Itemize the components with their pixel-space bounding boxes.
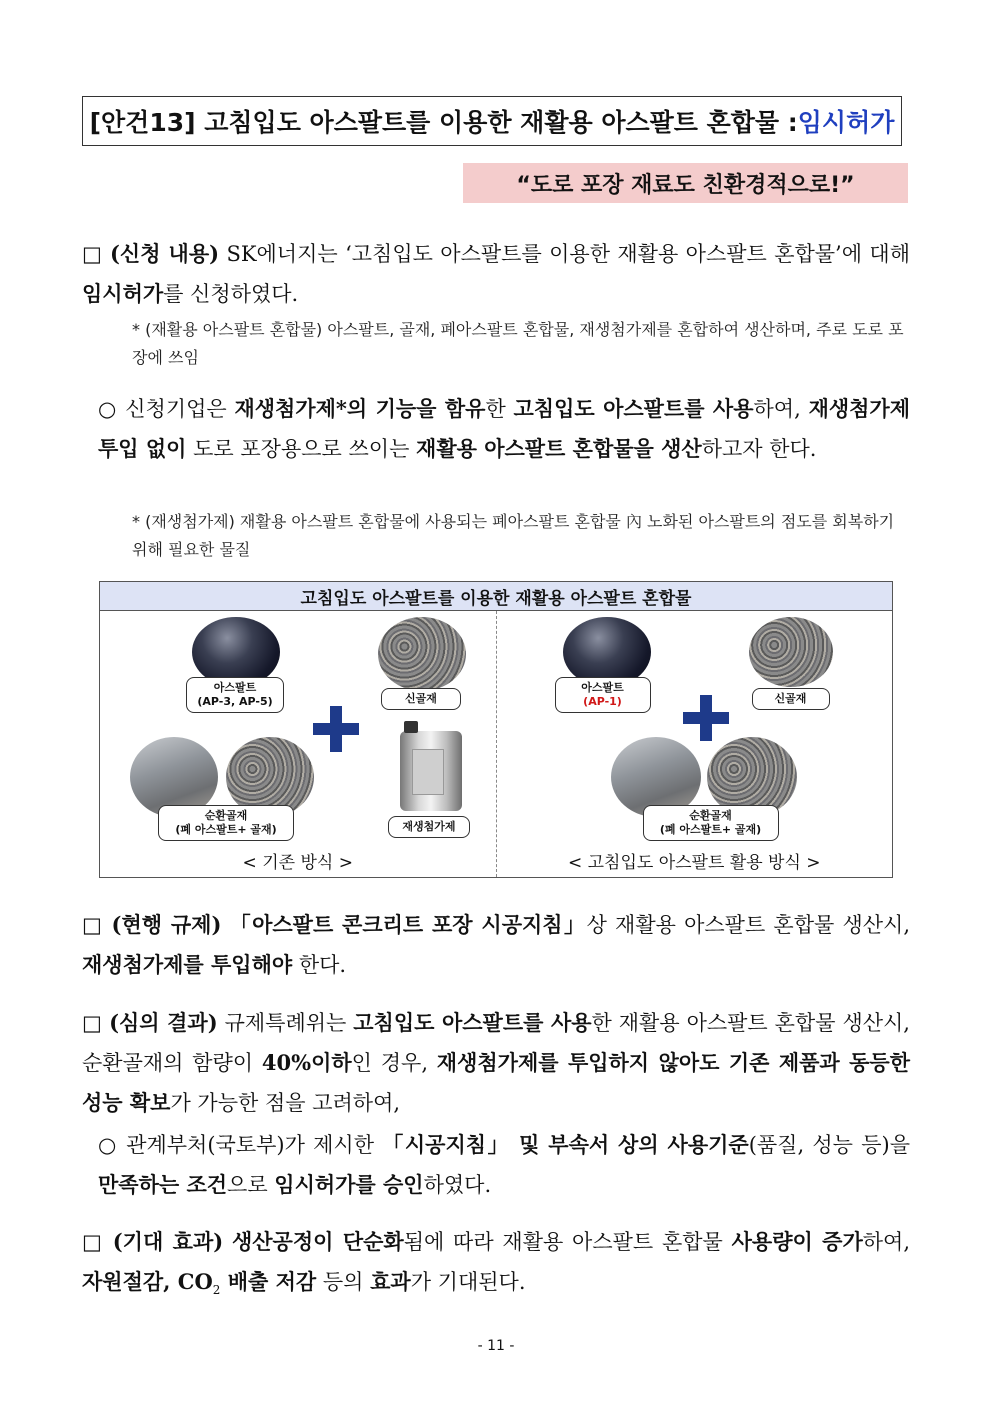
agenda-title-text: [안건13] 고침입도 아스팔트를 이용한 재활용 아스팔트 혼합물 :: [89, 108, 798, 137]
text: 상 재활용 아스팔트 혼합물 생산시,: [586, 913, 910, 937]
bullet-applicant: [98, 389, 910, 469]
text: 한다.: [292, 953, 347, 977]
bold-text: 임시허가: [82, 281, 164, 306]
text: 관계부처(국토부)가 제시한: [126, 1133, 383, 1157]
box-mark: □: [82, 242, 103, 266]
bold-text: 만족하는 조건: [98, 1172, 228, 1197]
bold-text: 「아스팔트 콘크리트 포장 시공지침」: [229, 912, 587, 937]
section-application: [82, 234, 910, 314]
left-caption: < 기존 방식 >: [242, 853, 353, 873]
bold-text: 효과: [370, 1269, 411, 1294]
text: 가 가능한 점을 고려하여,: [170, 1091, 401, 1115]
section-review-result: [82, 1003, 910, 1123]
recycled-aggregate-label: [158, 805, 294, 841]
circle-mark: ○: [98, 397, 118, 421]
text: 가 기대된다.: [410, 1270, 526, 1294]
comparison-figure: [99, 581, 893, 878]
text: 한: [485, 397, 514, 421]
section-expected-effect: [82, 1222, 910, 1310]
text: 으로: [227, 1173, 275, 1197]
bullet-conditions: [98, 1125, 910, 1205]
bold-text: 임시허가를 승인: [274, 1172, 424, 1197]
text: 하여,: [862, 1230, 911, 1254]
slogan-banner: “도로 포장 재료도 친환경적으로!”: [463, 163, 908, 203]
text: SK에너지는 ‘고침입도 아스팔트를 이용한 재활용 아스팔트 혼합물’에 대해: [219, 242, 910, 266]
footnote-recycled-mix: * (재활용 아스팔트 혼합물) 아스팔트, 골재, 폐아스팔트 혼합물, 재생첨가제를 혼합하여 생산하며, 주로 도로 포장에 쓰임: [132, 320, 904, 367]
recycled-label-text: 순환골재: [689, 809, 732, 822]
recycled-label-sub: (폐 아스팔트+ 골재): [659, 823, 762, 836]
additive-label: 재생첨가제: [388, 816, 470, 838]
asphalt-grade: (AP-3, AP-5): [197, 695, 273, 708]
text: 등의: [316, 1270, 371, 1294]
bold-text: 재생첨가제를 투입해야: [82, 952, 293, 977]
page-number: - 11 -: [477, 1338, 515, 1354]
bold-text: 사용량이 증가: [731, 1229, 863, 1254]
text: 도로 포장용으로 쓰이는: [186, 437, 417, 461]
text: 를 신청하였다.: [163, 282, 299, 306]
bold-text: 재활용 아스팔트 혼합물을 생산: [416, 436, 702, 461]
asphalt-label-text: 아스팔트: [581, 681, 624, 694]
section-head: (기대 효과): [112, 1229, 224, 1254]
section-head: (신청 내용): [109, 241, 220, 266]
plus-icon: [683, 695, 729, 741]
text: 규제특례위는: [217, 1011, 354, 1035]
asphalt-label: [555, 677, 651, 713]
new-aggregate-label: 신골재: [381, 688, 461, 710]
bold-text: 자원절감, CO: [82, 1269, 213, 1294]
text: 하여,: [753, 397, 809, 421]
recycled-label-text: 순환골재: [204, 809, 248, 822]
bold-text: 배출 저감: [220, 1269, 317, 1294]
section-regulation: [82, 905, 910, 985]
bold-text: 40%이하: [261, 1050, 352, 1075]
agenda-title: [82, 96, 902, 146]
asphalt-label-text: 아스팔트: [213, 681, 257, 694]
text: 한 재활용 아스팔트 혼합물 생산시, 순환골재의 함량이: [82, 1011, 910, 1075]
plus-icon: [313, 706, 359, 752]
new-aggregate-image: [749, 617, 833, 687]
bold-text: 생산공정이 단순화: [231, 1229, 404, 1254]
new-aggregate-image: [378, 617, 466, 691]
agenda-title-highlight: 임시허가: [797, 108, 895, 137]
bold-text: 고침입도 아스팔트를 사용: [353, 1010, 592, 1035]
recycled-label-sub: (폐 아스팔트+ 골재): [175, 823, 277, 836]
asphalt-label: [186, 677, 284, 713]
bold-text: 「시공지침」 및 부속서 상의 사용기준: [382, 1132, 749, 1157]
box-mark: □: [82, 913, 104, 937]
section-head: (현행 규제): [111, 912, 222, 937]
recycled-aggregate-label: [643, 805, 779, 841]
jug-cap: [404, 721, 418, 733]
text: 하였다.: [423, 1173, 492, 1197]
asphalt-grade: (AP-1): [583, 695, 622, 708]
jug-label: [412, 749, 444, 795]
subscript: 2: [212, 1283, 221, 1298]
figure-left-panel: [100, 611, 496, 877]
text: (품질, 성능 등)을: [748, 1133, 910, 1157]
additive-container-image: [400, 731, 462, 811]
text: 신청기업은: [125, 397, 235, 421]
box-mark: □: [82, 1230, 104, 1254]
right-caption: < 고침입도 아스팔트 활용 방식 >: [567, 853, 821, 873]
bold-text: 재생첨가제를 투입하지 않아도 기존 제품과 동등한 성능 확보: [82, 1050, 910, 1115]
circle-mark: ○: [98, 1133, 118, 1157]
text: 하고자 한다.: [701, 437, 817, 461]
bold-text: 재생첨가제*의 기능을 함유: [234, 396, 486, 421]
figure-title: 고침입도 아스팔트를 이용한 재활용 아스팔트 혼합물: [100, 582, 892, 611]
footnote-additive: * (재생첨가제) 재활용 아스팔트 혼합물에 사용되는 폐아스팔트 혼합물 內 노화된 아스팔트의 점도를 회복하기 위해 필요한 물질: [132, 512, 895, 559]
figure-right-panel: [496, 611, 893, 877]
bold-text: 고침입도 아스팔트를 사용: [513, 396, 754, 421]
text: [223, 1230, 232, 1254]
section-head: (심의 결과): [109, 1010, 218, 1035]
bold-text: 재생첨가제 투입 없이: [98, 396, 910, 461]
box-mark: □: [82, 1011, 103, 1035]
text: 인 경우,: [351, 1051, 437, 1075]
text: 됨에 따라 재활용 아스팔트 혼합물: [403, 1230, 732, 1254]
new-aggregate-label: 신골재: [752, 688, 830, 710]
